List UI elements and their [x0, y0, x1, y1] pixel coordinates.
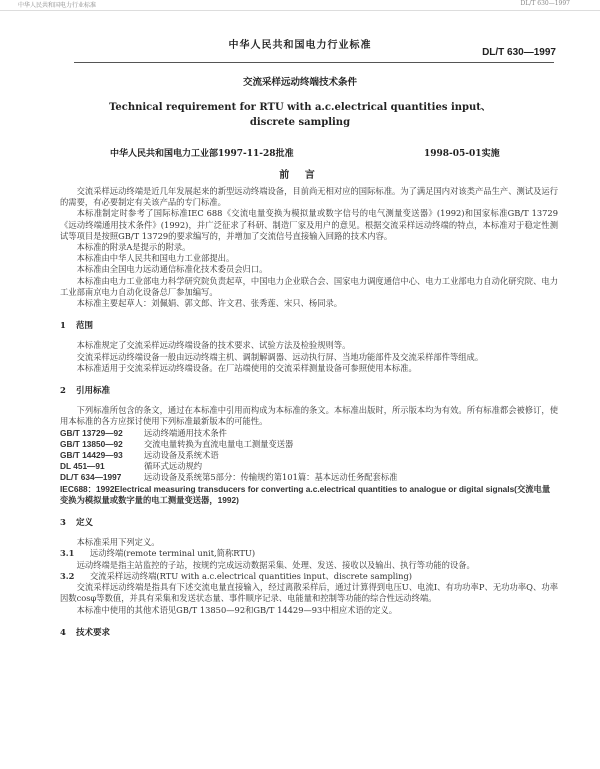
- reference-item: [60, 450, 558, 461]
- title-english-line-2: discrete sampling: [249, 117, 351, 128]
- definition-number: 3.2: [60, 570, 75, 581]
- approval-date: 中华人民共和国电力工业部1997-11-28批准: [110, 149, 294, 159]
- foreword-paragraph: 本标准主要起草人：刘佩娟、郭文郎、许文君、张秀莲、宋只、杨同录。: [76, 298, 343, 309]
- effective-date: 1998-05-01实施: [424, 149, 500, 159]
- reference-title: 交流电量转换为直流电量电工测量变送器: [144, 438, 294, 449]
- header-right: DL/T 630—1997: [520, 0, 570, 7]
- reference-item: [60, 461, 558, 472]
- foreword-paragraph: 交流采样远动终端是近几年发展起来的新型远动终端设备，目前尚无相对应的国际标准。为了满足国内对该类产品生产、测试及运行的需要，有必要制定有关该产品的专门标准。: [60, 186, 558, 208]
- section-number: 4: [60, 627, 66, 638]
- section-heading: [60, 628, 558, 639]
- section-title: 技术要求: [76, 627, 111, 638]
- definition-text: 远动终端是指主站监控的子站，按规约完成远动数据采集、处理、发送、接收以及输出、执行等功能的设备。: [76, 559, 475, 570]
- section-paragraph: 本标准适用于交流采样远动终端设备。在厂站端使用的交流采样测量设备可参照使用本标准。: [76, 362, 417, 373]
- standard-category: 中华人民共和国电力行业标准: [228, 40, 372, 51]
- section-number: 3: [60, 518, 66, 529]
- reference-iec: IEC688：1992Electrical measuring transducers for converting a.c.electrical quantities to analogue or digital signals(交流电量变换为模拟量或数字量的电工测量变送器，1992): [60, 483, 551, 505]
- standard-code: DL/T 630—1997: [482, 47, 556, 58]
- reference-code: DL 451—91: [60, 461, 105, 472]
- definition-heading: [60, 571, 558, 582]
- definition-text: 交流采样远动终端是指具有下述交流电量直接输入，经过离散采样后，通过计算得到电压U、电流I、有功功率P、无功功率Q、功率因数cosφ等数值，并具有采集和发送状态量、事件顺序记录、电能量和控制等功能的综合性远动终端。: [60, 582, 558, 604]
- definition-number: 3.1: [60, 548, 75, 559]
- reference-code: GB/T 13729—92: [60, 427, 123, 438]
- section-paragraph: 本标准中使用的其他术语见GB/T 13850—92和GB/T 14429—93中相应术语的定义。: [76, 604, 398, 615]
- page-header: [0, 0, 600, 11]
- reference-title: 循环式远动规约: [144, 461, 203, 472]
- definition-heading: [60, 548, 558, 559]
- title-english: [0, 100, 600, 130]
- foreword-paragraph: 本标准由电力工业部电力科学研究院负责起草，中国电力企业联合会、国家电力调度通信中心、电力工业部电力自动化研究院、电力工业部南京电力自动化设备总厂参加编写。: [60, 275, 558, 297]
- reference-item: [60, 472, 558, 483]
- reference-code: GB/T 13850—92: [60, 438, 123, 449]
- section-number: 1: [60, 321, 66, 332]
- section-title: 定义: [76, 518, 94, 529]
- foreword-paragraph: 本标准由全国电力远动通信标准化技术委员会归口。: [76, 264, 268, 275]
- section-heading: [60, 321, 558, 332]
- reference-title: 远动终端通用技术条件: [144, 427, 227, 438]
- reference-code: GB/T 14429—93: [60, 450, 123, 461]
- section-paragraph: 本标准采用下列定义。: [76, 537, 160, 548]
- section-heading: [60, 518, 558, 529]
- title-chinese: 交流采样远动终端技术条件: [242, 77, 357, 88]
- document-body: [60, 186, 558, 647]
- foreword-paragraph: 本标准的附录A是提示的附录。: [76, 242, 191, 253]
- reference-item: [60, 428, 558, 439]
- foreword-heading: 前 言: [279, 170, 321, 181]
- definition-term: 远动终端(remote terminal unit,简称RTU): [90, 548, 256, 559]
- title-english-line-1: Technical requirement for RTU with a.c.electrical quantities input、: [109, 102, 491, 113]
- section-heading: [60, 386, 558, 397]
- section-paragraph: 交流采样远动终端设备一般由远动终端主机、调制解调器、远动执行屏、当地功能部件及交流采样部件等组成。: [76, 351, 484, 362]
- reference-title: 远动设备及系统术语: [144, 450, 219, 461]
- foreword-paragraph: 本标准由中华人民共和国电力工业部提出。: [76, 253, 235, 264]
- definition-term: 交流采样远动终端(RTU with a.c.electrical quantities input、discrete sampling): [90, 570, 412, 581]
- section-title: 引用标准: [76, 386, 111, 397]
- foreword-paragraph: 本标准制定时参考了国际标准IEC 688《交流电量变换为模拟量或数字信号的电气测量变送器》(1992)和国家标准GB/T 13729《远动终端通用技术条件》(1992)，并广泛征求了科研、制造厂家及用户的意见。根据交流采样远动终端的特点，本标准对于稳定性测试等项目是按照GB/T 13729的要求编写的，并增加了交流信号直接输入回路的技术内容。: [60, 208, 558, 241]
- section-number: 2: [60, 386, 66, 397]
- reference-item: [60, 439, 558, 450]
- section-paragraph: 下列标准所包含的条文，通过在本标准中引用而构成为本标准的条文。本标准出版时，所示版本均为有效。所有标准都会被修订，使用本标准的各方应探讨使用下列标准最新版本的可能性。: [60, 405, 558, 427]
- reference-title: 远动设备及系统第5部分：传输规约第101篇：基本远动任务配套标准: [144, 472, 398, 483]
- section-title: 范围: [76, 321, 94, 332]
- section-paragraph: 本标准规定了交流采样远动终端设备的技术要求、试验方法及检验规则等。: [76, 340, 351, 351]
- header-divider: [74, 62, 554, 63]
- reference-code: DL/T 634—1997: [60, 472, 122, 483]
- header-left: 中华人民共和国电力行业标准: [18, 2, 97, 9]
